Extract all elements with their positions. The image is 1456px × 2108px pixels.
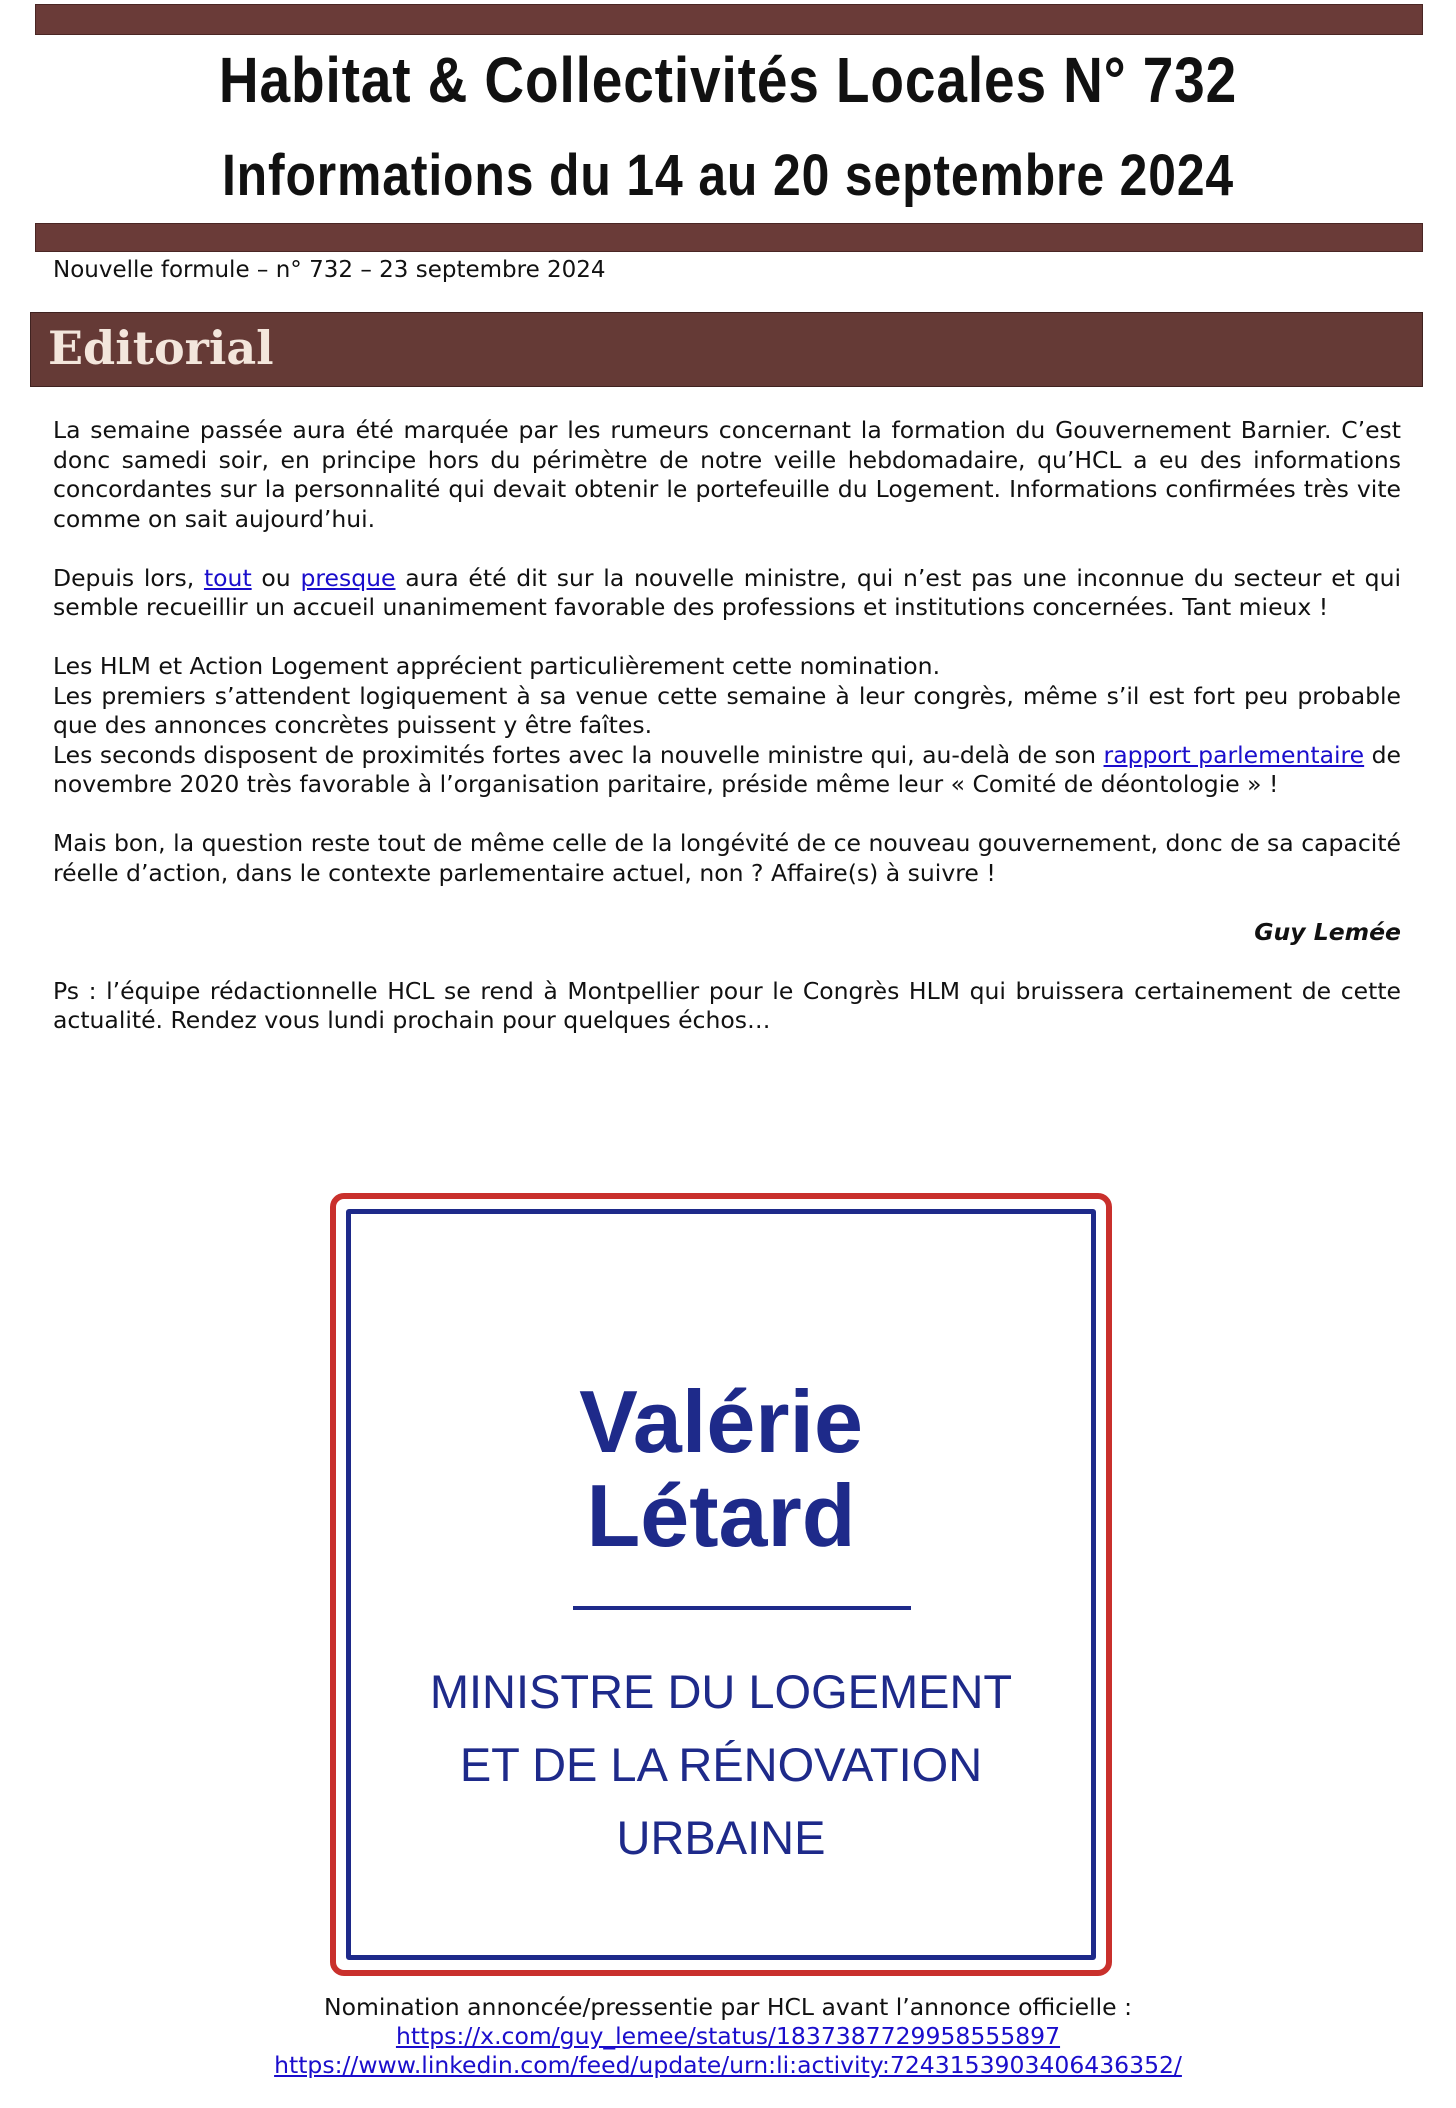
text-fragment: de novembre 2020 très favorable à l’organisation paritaire, préside même leur « Comité de déontologie » ! <box>53 740 1402 798</box>
section-title: Editorial <box>48 321 274 375</box>
text-line: Les premiers s’attendent logiquement à sa venue cette semaine à leur congrès, même s’il est fort peu probable que des annonces concrètes puissent y être faîtes. <box>53 681 1401 739</box>
text-fragment: aura été dit sur la nouvelle ministre, qui n’est pas une inconnue du secteur et qui semble recueillir un accueil unanimement favorable des professions et institutions concernées. Tant mieux ! <box>53 563 1402 621</box>
editorial-body <box>53 416 1401 1065</box>
link-rapport-parlementaire[interactable]: rapport parlementaire <box>1103 740 1365 769</box>
issue-line: Nouvelle formule – n° 732 – 23 septembre 2024 <box>53 257 606 283</box>
section-header-editorial <box>30 312 1423 387</box>
newsletter-subtitle: Informations du 14 au 20 septembre 2024 <box>221 143 1235 208</box>
poster-inner-frame <box>346 1209 1096 1960</box>
caption-link-linkedin[interactable]: https://www.linkedin.com/feed/update/urn:li:activity:7243153903406436352/ <box>274 2051 1182 2079</box>
editorial-postscript: Ps : l’équipe rédactionnelle HCL se rend à Montpellier pour le Congrès HLM qui bruissera certainement de cette actualité. Rendez vous lundi prochain pour quelques échos… <box>53 976 1401 1034</box>
link-presque[interactable]: presque <box>300 563 396 592</box>
caption-text: Nomination annoncée/pressentie par HCL avant l’annonce officielle : <box>324 1993 1132 2021</box>
editorial-paragraph-1: La semaine passée aura été marquée par les rumeurs concernant la formation du Gouvernement Barnier. C’est donc samedi soir, en principe hors du périmètre de notre veille hebdomadaire, qu’HCL a eu des informations concordantes sur la personnalité qui devait obtenir le portefeuille du Logement. Informations confirmées très vite comme on sait aujourd’hui. <box>53 416 1401 533</box>
poster-role-line-1: MINISTRE DU LOGEMENT <box>429 1665 1013 1718</box>
poster-caption <box>0 1993 1456 2080</box>
text-fragment: ou <box>251 563 301 592</box>
text-fragment: Les seconds disposent de proximités fortes avec la nouvelle ministre qui, au-delà de son <box>53 740 1104 769</box>
text-line: Les HLM et Action Logement apprécient particulièrement cette nomination. <box>53 652 941 680</box>
minister-poster <box>330 1193 1112 1976</box>
author-signature: Guy Lemée <box>1254 917 1401 946</box>
editorial-paragraph-3 <box>53 652 1401 800</box>
poster-role-line-2: ET DE LA RÉNOVATION <box>459 1738 983 1791</box>
text-fragment: Depuis lors, <box>53 563 204 592</box>
newsletter-title: Habitat & Collectivités Locales N° 732 <box>218 44 1238 116</box>
editorial-paragraph-4: Mais bon, la question reste tout de même celle de la longévité de ce nouveau gouvernement, donc de sa capacité réelle d’action, dans le contexte parlementaire actuel, non ? Affaire(s) à suivre ! <box>53 829 1401 887</box>
editorial-paragraph-2 <box>53 564 1401 623</box>
caption-link-x[interactable]: https://x.com/guy_lemee/status/1837387729958555897 <box>395 2022 1061 2050</box>
header-top-bar <box>35 4 1423 35</box>
poster-role-line-3: URBAINE <box>616 1811 826 1864</box>
poster-last-name: Létard <box>586 1466 856 1565</box>
link-tout[interactable]: tout <box>203 563 252 592</box>
poster-first-name: Valérie <box>579 1372 863 1471</box>
poster-divider <box>573 1606 911 1610</box>
header-bottom-bar <box>35 223 1423 252</box>
